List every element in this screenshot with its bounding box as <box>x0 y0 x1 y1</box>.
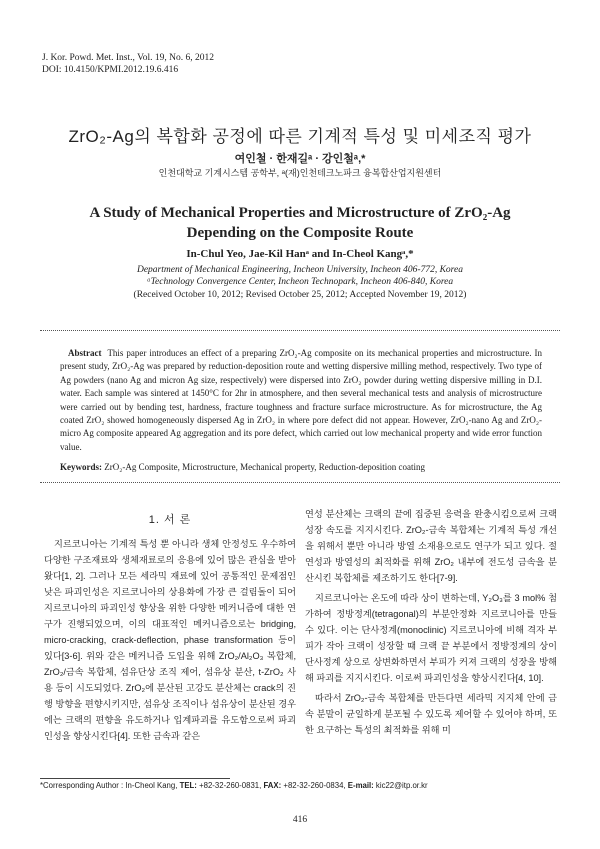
footnote-tel: +82-32-260-0831, <box>196 781 264 790</box>
left-column <box>44 512 296 744</box>
footnote-fax-label: FAX: <box>263 781 282 790</box>
footnote-email: kic22@itp.or.kr <box>373 781 428 790</box>
affiliation-2: ᵃTechnology Convergence Center, Incheon Technopark, Incheon 406-840, Korea <box>146 277 454 287</box>
keywords-label: Keywords: <box>60 462 102 472</box>
english-affiliations <box>0 264 600 288</box>
right-paragraph-3: 따라서 ZrO₂-금속 복합체를 만든다면 세라믹 지지체 안에 금속 분말이 균일하게 분포될 수 있도록 제어할 수 있어야 하며, 또한 요구하는 특성의 최적화를 위해 미 <box>305 693 557 735</box>
keywords-text: ZrO₂-Ag Composite, Microstructure, Mechanical property, Reduction-deposition coating <box>104 462 425 472</box>
right-paragraph-1: 연성 분산체는 크랙의 끝에 집중된 응력을 완충시킴으로써 크랙 성장 속도를 지지시킨다. ZrO₂-금속 복합체는 기계적 특성 개선을 위해서 뿐만 아니라 방열 소재용으로도 연구가 되고 있다. 절연성과 방열성의 최적화를 위해 ZrO₂ 내부에 전도성 금속을 분산시킨 복합체를 제조하기도 한다[7-9]. <box>305 509 557 583</box>
english-authors: In-Chul Yeo, Jae-Kil Hanᵃ and In-Cheol Kangᵃ,* <box>186 248 414 260</box>
journal-info <box>42 52 214 76</box>
received-dates: (Received October 10, 2012; Revised October 25, 2012; Accepted November 19, 2012) <box>133 290 467 300</box>
korean-title: ZrO₂-Ag의 복합화 공정에 따른 기계적 특성 및 미세조직 평가 <box>68 127 532 146</box>
english-title-line-2: Depending on the Composite Route <box>186 225 414 241</box>
abstract-label: Abstract <box>68 348 102 358</box>
footnote-prefix: *Corresponding Author : In-Cheol Kang, <box>40 781 180 790</box>
footnote-email-label: E-mail: <box>347 781 374 790</box>
english-title <box>80 203 520 243</box>
journal-citation: J. Kor. Powd. Met. Inst., Vol. 19, No. 6, 2012 <box>42 53 214 63</box>
section-heading-introduction: 1. 서 론 <box>148 514 192 526</box>
abstract-bottom-divider <box>40 482 560 483</box>
footnote-fax: +82-32-260-0834, <box>281 781 348 790</box>
abstract-text: This paper introduces an effect of a preparing ZrO₂-Ag composite on its mechanical properties and microstructure. In present study, ZrO₂-Ag was prepared by reduction-deposition route and wetting dispersive milling method, respectively. Two type of Ag powders (nano Ag and micron Ag size, respectively) were dispersed into ZrO₂ powder during wetting dispersive milling in D.I. water. Each sample was sintered at 1450°C for 2hr in atmosphere, and then several mechanical tests and analysis of microstructure were carried out by bending test, hardness, fracture toughness and fracture surface microstructure. As for microstructure, the Ag coated ZrO₂ showed homogeneously dispersed Ag in ZrO₂ in where pore defect did not appear. However, ZrO₂-nano Ag and ZrO₂-micro Ag composite appeared Ag aggregation and its pore defect, which carried out low mechanical property and wide error function value. <box>60 348 542 452</box>
affiliation-1: Department of Mechanical Engineering, Incheon University, Incheon 406-772, Korea <box>136 265 463 275</box>
korean-authors: 여인철 · 한재길ᵃ · 강인철ᵃ,* <box>234 153 366 165</box>
footnote-tel-label: TEL: <box>179 781 197 790</box>
abstract <box>60 347 542 454</box>
english-title-line-1: A Study of Mechanical Properties and Microstructure of ZrO₂-Ag <box>89 205 511 221</box>
corresponding-author-footnote <box>40 781 428 791</box>
footnote-divider <box>40 778 230 779</box>
abstract-top-divider <box>40 330 560 331</box>
page-number: 416 <box>292 815 308 825</box>
right-column <box>305 506 557 738</box>
left-paragraph-1: 지르코니아는 기계적 특성 뿐 아니라 생체 안정성도 우수하여 다양한 구조재료와 생체재료로의 응용에 있어 많은 관심을 받아왔다[1, 2]. 그러나 모든 세라믹 재료에 있어 공통적인 문제점인 낮은 파괴인성은 지르코니아의 상용화에 가장 큰 걸림돌이 되어 지르코니아의 파괴인성 향상을 위한 다양한 메커니즘에 대한 연구가 진행되었으며, 이의 대표적인 메커니즘으로는 bridging, micro-cracking, crack-deflection, phase transformation 등이 있다[3-6]. 위와 같은 메커니즘 도입을 위해 ZrO₂/Al₂O₃ 복합체, ZrO₂/금속 복합체, 섬유단상 조직 제어, 섬유상 분산, t-ZrO₂ 사용 등이 시도되었다. ZrO₂에 분산된 고강도 분산체는 crack의 진행 방향을 편향시키지만, 섬유상 조직이나 섬유상이 분산된 경우에는 크랙의 편향을 유도하거나 입계파괴를 유도함으로써 파괴인성을 향상시킨다[4]. 또한 금속과 같은 <box>44 539 296 741</box>
korean-affiliation: 인천대학교 기계시스템 공학부, ᵃ(재)인천테크노파크 융복합산업지원센터 <box>158 168 442 178</box>
right-paragraph-2: 지르코니아는 온도에 따라 상이 변하는데, Y₂O₃를 3 mol% 첨가하여 정방정계(tetragonal)의 부분안정화 지르코니아를 만들 수 있다. 이는 단사정계(monoclinic) 지르코니아에 비해 격자 부피가 작아 크랙이 성장할 때 크랙 끝 부분에서 정방정계의 상이 단사정계 상으로 상변화하면서 부피가 커져 크랙의 성장을 방해해 파괴를 지지시킨다. 이로써 파괴인성을 향상시킨다[4, 10]. <box>305 593 557 683</box>
journal-doi: DOI: 10.4150/KPMI.2012.19.6.416 <box>42 65 179 75</box>
keywords <box>60 461 542 474</box>
